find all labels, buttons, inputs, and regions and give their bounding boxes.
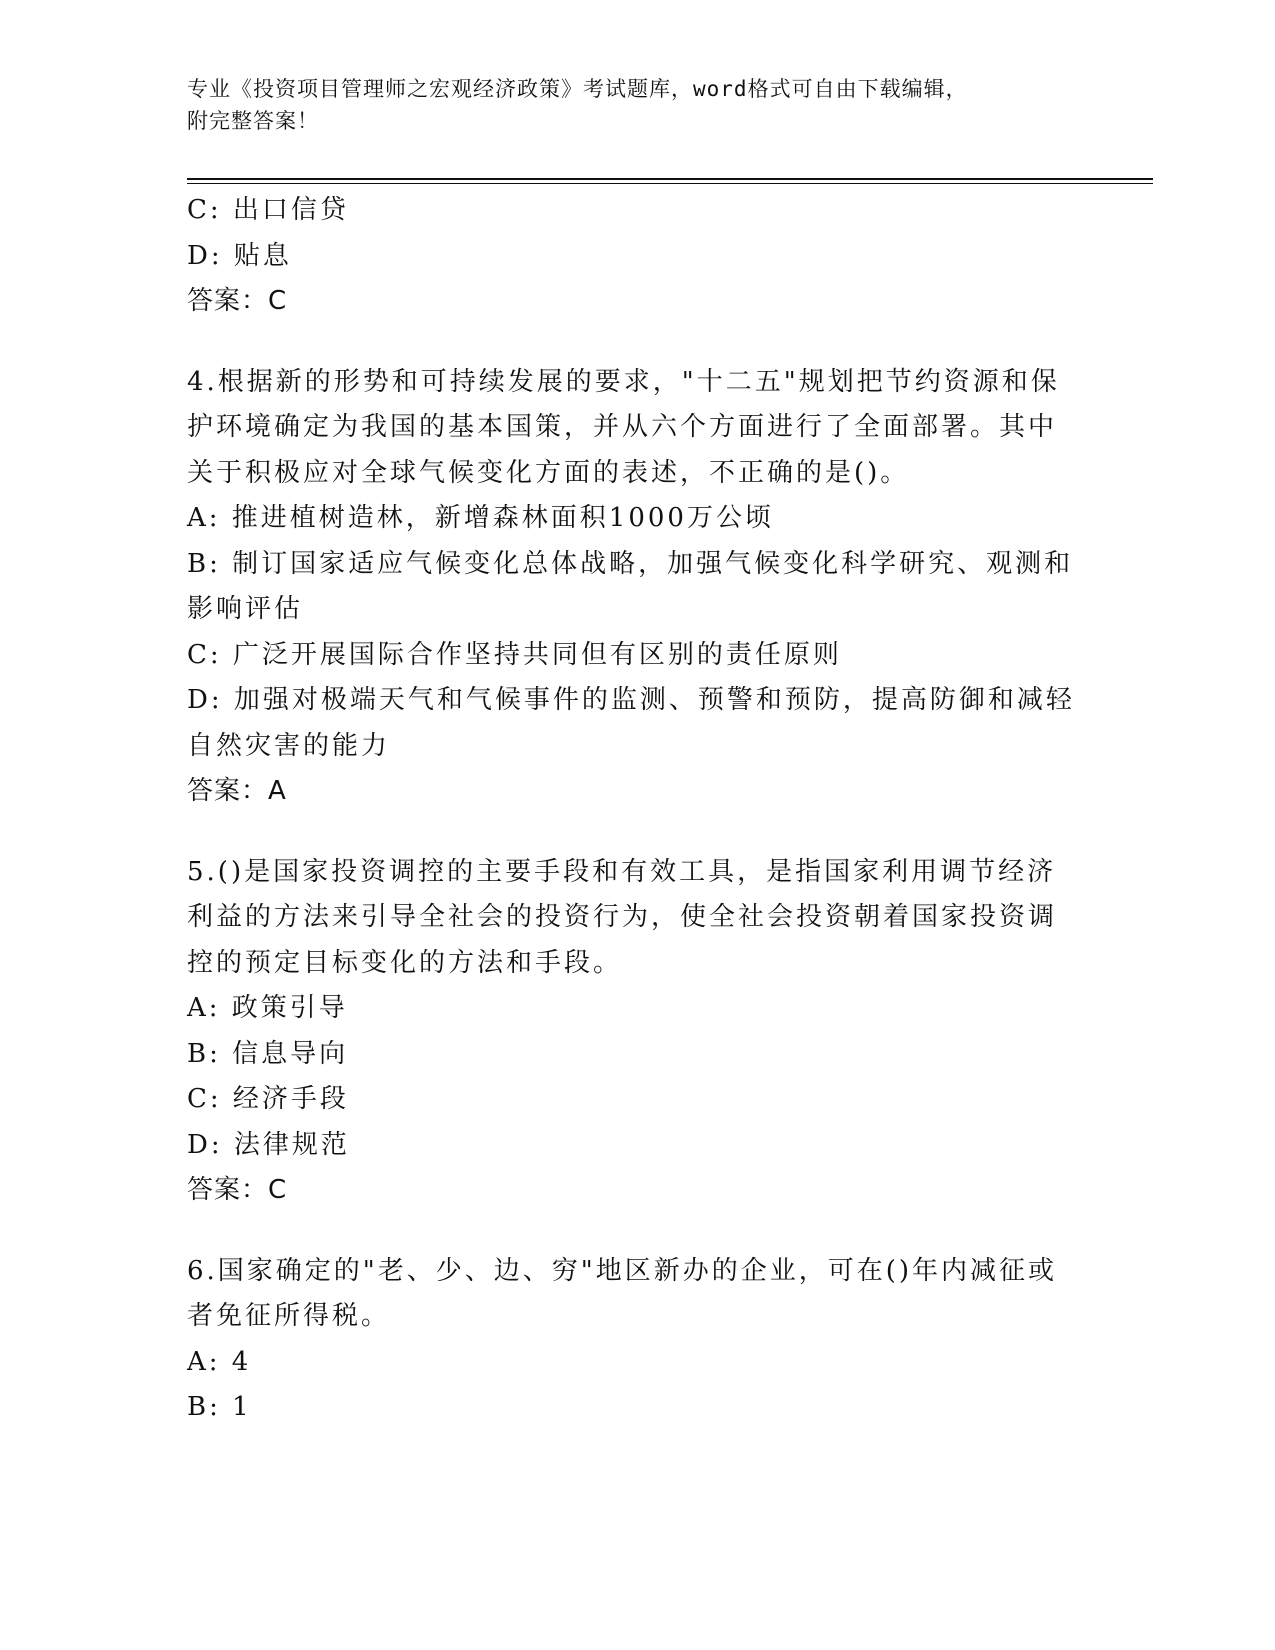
header-divider-thin: [187, 183, 1153, 184]
option-b: B: 制订国家适应气候变化总体战略，加强气候变化科学研究、观测和: [187, 548, 1074, 579]
option-d: D: 加强对极端天气和气候事件的监测、预警和预防，提高防御和减轻: [187, 685, 1075, 715]
header-line-1: 专业《投资项目管理师之宏观经济政策》考试题库，word格式可自由下载编辑，: [187, 77, 968, 101]
question-3-tail: [187, 188, 1087, 325]
option-c: C: 出口信贷: [187, 195, 349, 225]
question-list: [187, 188, 1087, 1431]
question-text-line: 者免征所得税。: [187, 1301, 391, 1331]
question-4: [187, 360, 1087, 815]
option-c: C: 经济手段: [187, 1084, 349, 1114]
document-header: [187, 73, 1087, 137]
option-b: B: 1: [187, 1392, 252, 1422]
option-d: D: 法律规范: [187, 1129, 350, 1160]
header-divider-thick: [187, 178, 1153, 180]
option-c: C: 广泛开展国际合作坚持共同但有区别的责任原则: [187, 639, 842, 670]
option-b-continued: 影响评估: [187, 594, 304, 624]
question-5: [187, 850, 1087, 1214]
answer: 答案：C: [187, 286, 288, 316]
option-a: A: 4: [187, 1346, 252, 1377]
question-text-line: 5.()是国家投资调控的主要手段和有效工具，是指国家利用调节经济: [187, 856, 1057, 887]
question-text-line: 护环境确定为我国的基本国策，并从六个方面进行了全面部署。其中: [187, 412, 1058, 442]
option-d: D: 贴息: [187, 240, 292, 271]
option-a: A: 推进植树造林，新增森林面积1000万公顷: [187, 503, 774, 533]
question-text-line: 6.国家确定的"老、少、边、穷"地区新办的企业，可在()年内减征或: [187, 1255, 1058, 1286]
option-a: A: 政策引导: [187, 993, 348, 1023]
answer: 答案：C: [187, 1175, 288, 1205]
question-text-line: 利益的方法来引导全社会的投资行为，使全社会投资朝着国家投资调: [187, 902, 1058, 932]
header-line-2: 附完整答案！: [187, 109, 319, 133]
answer: 答案：A: [187, 776, 287, 806]
question-text-line: 4.根据新的形势和可持续发展的要求，"十二五"规划把节约资源和保: [187, 366, 1060, 397]
question-6: [187, 1249, 1087, 1431]
option-b: B: 信息导向: [187, 1038, 349, 1069]
option-d-continued: 自然灾害的能力: [187, 730, 391, 761]
question-text-line: 控的预定目标变化的方法和手段。: [187, 947, 623, 978]
question-text-line: 关于积极应对全球气候变化方面的表述，不正确的是()。: [187, 457, 910, 488]
